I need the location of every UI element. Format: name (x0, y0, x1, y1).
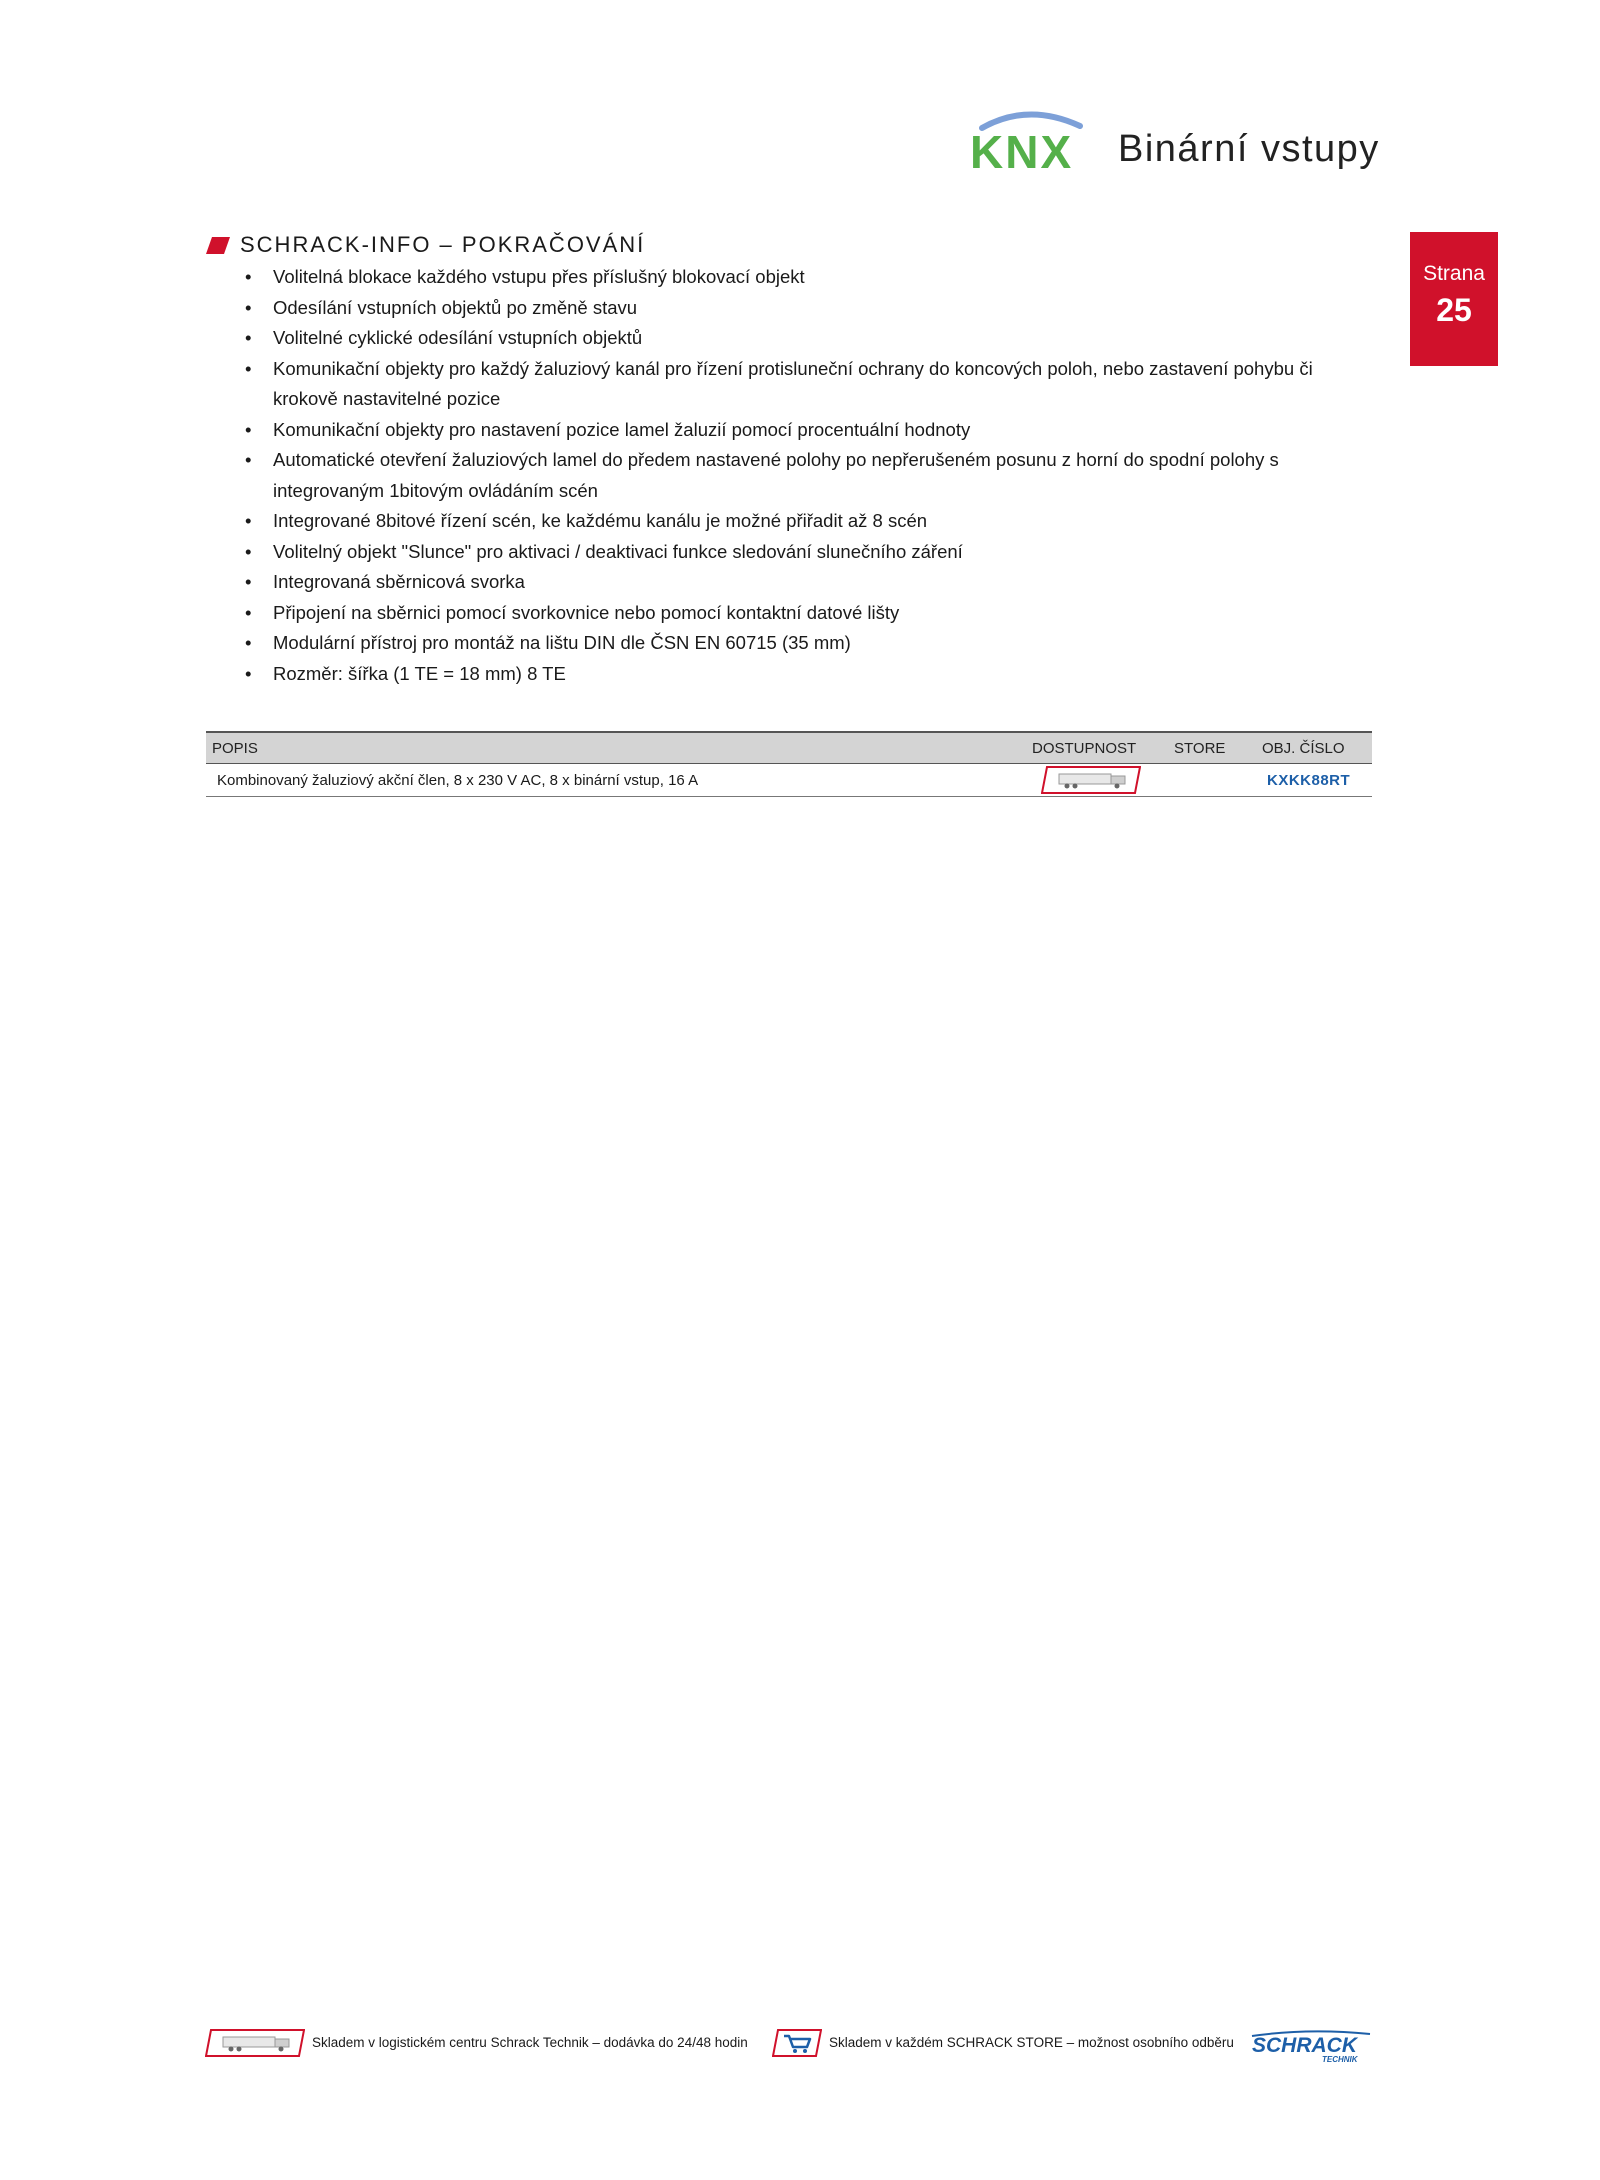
table-header-row (206, 732, 1372, 764)
column-header-dostupnost: DOSTUPNOST (1026, 732, 1156, 764)
cell-store (1156, 764, 1256, 797)
list-item: • Připojení na sběrnici pomocí svorkovnice nebo pomocí kontaktní datové lišty (240, 598, 1370, 629)
page-title: Binární vstupy (1118, 128, 1380, 170)
schrack-technik-logo (1248, 2028, 1374, 2064)
list-item: • Modulární přístroj pro montáž na lištu DIN dle ČSN EN 60715 (35 mm) (240, 628, 1370, 659)
list-item: • Volitelná blokace každého vstupu přes příslušný blokovací objekt (240, 262, 1370, 293)
list-item: • Integrované 8bitové řízení scén, ke každému kanálu je možné přiřadit až 8 scén (240, 506, 1370, 537)
page-tab (1410, 232, 1498, 366)
list-item: • Automatické otevření žaluziových lamel do předem nastavené polohy po nepřerušeném posunu z horní do spodní polohy s integrovaným 1bitovým ovládáním scén (240, 445, 1370, 506)
list-item: • Rozměr: šířka (1 TE = 18 mm) 8 TE (240, 659, 1370, 690)
feature-list (240, 262, 1370, 689)
truck-icon (1041, 766, 1141, 794)
list-item: • Volitelný objekt "Slunce" pro aktivaci / deaktivaci funkce sledování slunečního záření (240, 537, 1370, 568)
logo-sub-text: TECHNIK (1322, 2055, 1358, 2064)
list-item: • Komunikační objekty pro každý žaluziový kanál pro řízení protisluneční ochrany do koncových poloh, nebo zastavení pohybu či krokově nastavitelné pozice (240, 354, 1370, 415)
list-item: • Integrovaná sběrnicová svorka (240, 567, 1370, 598)
cell-obj-cislo: KXKK88RT (1256, 764, 1372, 797)
table-row (206, 764, 1372, 797)
list-item: • Komunikační objekty pro nastavení pozice lamel žaluzií pomocí procentuální hodnoty (240, 415, 1370, 446)
page-tab-label: Strana (1423, 262, 1485, 285)
logo-main-text: SCHRACK (1252, 2034, 1357, 2057)
truck-icon (205, 2029, 305, 2057)
knx-logo-text: KNX (970, 126, 1074, 172)
list-item: • Odesílání vstupních objektů po změně stavu (240, 293, 1370, 324)
section-title: SCHRACK-INFO – POKRAČOVÁNÍ (240, 232, 646, 257)
column-header-popis: POPIS (206, 732, 1026, 764)
page-number: 25 (1436, 292, 1472, 328)
cell-dostupnost (1026, 764, 1156, 797)
section-marker-icon (206, 237, 230, 254)
list-item: • Volitelné cyklické odesílání vstupních objektů (240, 323, 1370, 354)
knx-logo (968, 108, 1098, 172)
cell-popis: Kombinovaný žaluziový akční člen, 8 x 230 V AC, 8 x binární vstup, 16 A (206, 764, 1026, 797)
footer-logistics-text: Skladem v logistickém centru Schrack Technik – dodávka do 24/48 hodin (312, 2035, 748, 2050)
column-header-store: STORE (1156, 732, 1256, 764)
column-header-obj-cislo: OBJ. ČÍSLO (1256, 732, 1372, 764)
footer-store-text: Skladem v každém SCHRACK STORE – možnost osobního odběru (829, 2035, 1234, 2050)
shopping-cart-icon (772, 2029, 822, 2057)
product-table (206, 731, 1372, 797)
